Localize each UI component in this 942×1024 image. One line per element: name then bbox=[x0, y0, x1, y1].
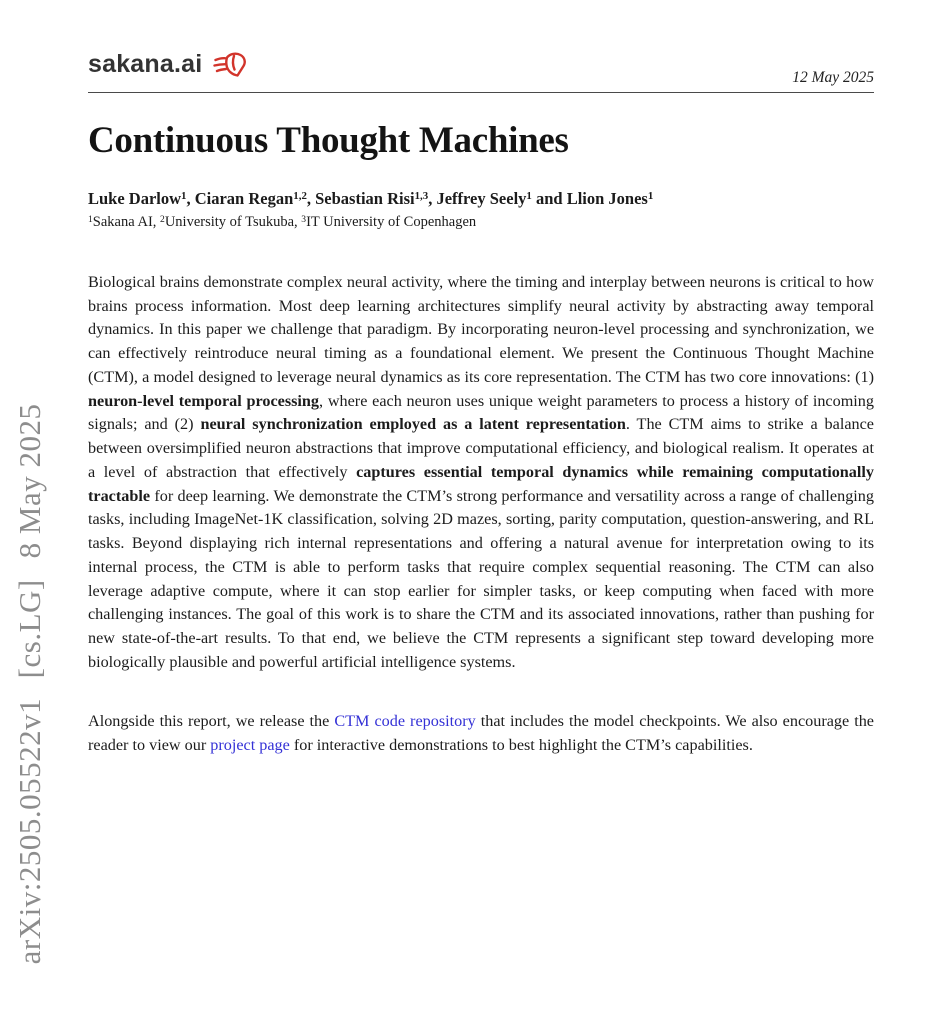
author-affil-sup: 1 bbox=[526, 190, 532, 203]
author-name: Ciaran Regan bbox=[194, 189, 294, 208]
author-name: Jeffrey Seely bbox=[436, 189, 527, 208]
author-line bbox=[88, 189, 874, 209]
author-affil-sup: 1 bbox=[181, 190, 187, 203]
text-segment: , where each neuron uses unique weight parameters to process a history of incoming signals; and (2) bbox=[88, 391, 874, 434]
text-segment: for deep learning. We demonstrate the CTM’s strong performance and versatility across a range of challenging tasks, including ImageNet-1K classification, solving 2D mazes, sorting, parity computation, question-answering, and RL tasks. Beyond displaying rich internal representations and offering a natural avenue for interpretation owing to its internal process, the CTM is able to perform tasks that require complex sequential reasoning. The CTM can also leverage adaptive compute, where it can stop earlier for simpler tasks, or keep computing when faced with more challenging instances. The goal of this work is to share the CTM and its associated innovations, rather than pushing for new state-of-the-art results. To that end, we believe the CTM represents a significant step toward developing more biologically plausible and powerful artificial intelligence systems. bbox=[88, 486, 874, 671]
text-segment: . The CTM aims to strike a balance between oversimplified neuron abstractions that improve computational efficiency, and biological realism. It operates at a level of abstraction that effectively bbox=[88, 415, 874, 481]
text-segment: 3 bbox=[301, 213, 307, 225]
text-segment: 1 bbox=[88, 213, 93, 225]
arxiv-watermark bbox=[12, 404, 48, 964]
text-segment: for interactive demonstrations to best highlight the CTM’s capabilities. bbox=[289, 736, 753, 755]
ctm-code-repository-link[interactable]: CTM code repository bbox=[334, 712, 476, 731]
author-affil-sup: 1,2 bbox=[293, 190, 307, 203]
author-separator: , bbox=[186, 189, 195, 208]
author-name: Sebastian Risi bbox=[315, 189, 415, 208]
text-segment: that includes the model checkpoints. We also encourage the reader to view our bbox=[88, 712, 874, 755]
text-segment: Alongside this report, we release the bbox=[88, 712, 335, 731]
affiliations-line bbox=[88, 214, 874, 231]
header-divider bbox=[88, 92, 874, 93]
text-segment: IT University of Copenhagen bbox=[306, 214, 477, 230]
arxiv-category: [cs.LG] bbox=[12, 578, 47, 678]
release-paragraph bbox=[88, 710, 874, 757]
arxiv-date: 8 May 2025 bbox=[12, 404, 47, 559]
page-header bbox=[88, 0, 874, 92]
text-segment: neuron-level temporal processing bbox=[88, 391, 320, 410]
author-name: Llion Jones bbox=[566, 189, 648, 208]
text-segment: 2 bbox=[160, 213, 165, 225]
author-separator: , bbox=[306, 189, 316, 208]
sakana-logo bbox=[88, 50, 247, 79]
sakana-wordmark: sakana.ai bbox=[88, 50, 203, 78]
paper-title: Continuous Thought Machines bbox=[88, 120, 569, 161]
header-date: 12 May 2025 bbox=[792, 69, 874, 86]
arxiv-id: arXiv:2505.05522v1 bbox=[12, 697, 47, 965]
text-segment: University of Tsukuba, bbox=[164, 214, 302, 230]
project-page-link[interactable]: project page bbox=[210, 736, 290, 755]
text-segment: Sakana AI, bbox=[92, 214, 161, 230]
author-affil-sup: 1 bbox=[647, 190, 654, 203]
text-segment: neural synchronization employed as a latent representation bbox=[200, 415, 626, 434]
author-name: Luke Darlow bbox=[88, 189, 182, 208]
sakana-fish-icon bbox=[213, 51, 247, 79]
author-affil-sup: 1,3 bbox=[414, 190, 429, 203]
abstract-paragraph bbox=[88, 271, 874, 674]
author-separator: , bbox=[428, 189, 437, 208]
paper-page bbox=[88, 0, 874, 758]
author-separator: and bbox=[531, 189, 567, 208]
text-segment: captures essential temporal dynamics while remaining computationally tractable bbox=[88, 462, 874, 505]
text-segment: Biological brains demonstrate complex neural activity, where the timing and interplay between neurons is critical to how brains process information. Most deep learning architectures simplify neural activity by abstracting away temporal dynamics. In this paper we challenge that paradigm. By incorporating neuron-level processing and synchronization, we can effectively reintroduce neural timing as a foundational element. We present the Continuous Thought Machine (CTM), a model designed to leverage neural dynamics as its core representation. The CTM has two core innovations: (1) bbox=[88, 273, 874, 386]
